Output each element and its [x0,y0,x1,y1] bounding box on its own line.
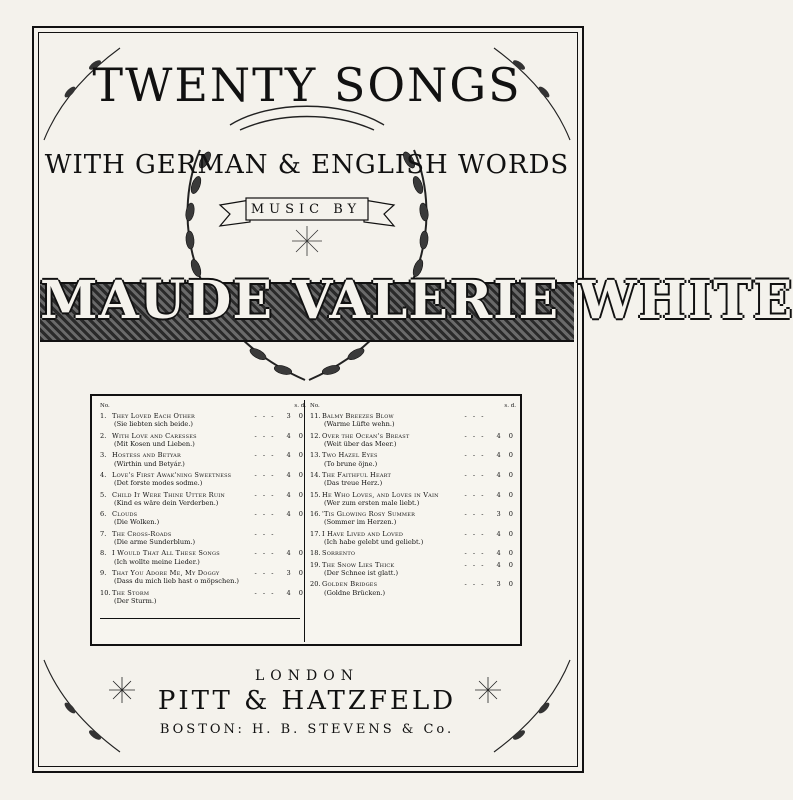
song-german-title: (Der Sturm.) [114,596,157,605]
leader-dots: - - - [464,412,486,421]
music-by-label: MUSIC BY [250,202,362,217]
song-title: I Have Lived and Loved [322,529,404,538]
song-price: 4 0 [286,451,306,460]
song-german-title: (Mit Kosen und Lieben.) [114,440,195,448]
publisher-name: PITT & HATZFELD [157,686,457,716]
song-number: 3. [100,451,107,460]
song-german-title: (Dass du mich lieb hast o möpschen.) [114,577,240,586]
song-title: That You Adore Me, My Doggy [112,568,220,577]
song-title: Balmy Breezes Blow [322,412,394,421]
star-burst-icon [292,226,322,256]
song-german-title: (Ich habe gelebt und geliebt.) [324,537,424,546]
song-price: 4 0 [496,470,516,479]
publisher-agent: BOSTON: H. B. STEVENS & Co. [159,722,455,737]
song-title: Hostess and Betyar [112,451,181,460]
leader-dots: - - - [464,431,486,440]
price-header: s. d. [504,403,516,409]
song-price: 3 0 [286,412,306,421]
song-title: Over the Ocean's Breast [322,431,410,440]
price-header: s. d. [294,403,306,409]
song-title: The Cross-Roads [112,529,172,538]
leader-dots: - - - [464,451,486,460]
song-german-title: (Sommer im Herzen.) [324,518,397,527]
song-price: 4 0 [286,490,306,499]
no-header: No. [310,403,320,409]
song-title: Golden Bridges [322,580,378,589]
page-title: TWENTY SONGS [92,58,522,112]
publisher-city: LONDON [255,668,359,684]
song-number: 15. [310,490,321,499]
song-number: 2. [100,431,107,440]
song-entry [100,412,306,428]
song-number: 11. [310,412,321,421]
song-entry [100,510,306,526]
song-list-table [90,394,522,646]
column-header [100,402,306,410]
song-price: 4 0 [496,529,516,538]
song-entry [100,491,306,507]
song-entry [310,530,516,546]
song-price [284,530,306,538]
no-header: No. [100,403,110,409]
song-title: They Loved Each Other [112,412,195,421]
song-number: 4. [100,470,107,479]
song-title: With Love and Caresses [112,431,197,440]
song-column-right [310,402,516,600]
leader-dots: - - - [254,529,276,538]
page-subtitle: WITH GERMAN & ENGLISH WORDS [44,150,570,180]
song-title: Child It Were Thine Utter Ruin [112,490,225,499]
song-number: 18. [310,549,321,558]
song-number: 17. [310,529,321,538]
song-german-title: (Die arme Sunderblum.) [114,537,196,546]
song-price: 4 0 [286,588,306,597]
song-number: 16. [310,510,321,519]
leader-dots: - - - [254,451,276,460]
leader-dots: - - - [464,470,486,479]
song-entry [310,471,516,487]
leader-dots: - - - [254,588,276,597]
song-entry [100,530,306,546]
song-german-title: (Sie liebten sich beide.) [114,420,193,429]
leader-dots: - - - [464,510,486,519]
song-price: 4 0 [496,431,516,440]
song-german-title: (Warme Lüfte wehn.) [324,420,395,429]
song-price: 4 0 [496,490,516,499]
song-title: Love's First Awak'ning Sweetness [112,470,232,479]
song-number: 13. [310,451,321,460]
song-title: Two Hazel Eyes [322,451,378,460]
leader-dots: - - - [254,510,276,519]
song-number: 9. [100,568,107,577]
song-german-title: (Weit über das Meer.) [324,440,397,448]
song-price: 3 0 [496,510,516,519]
leader-dots: - - - [464,490,486,499]
song-german-title: (Det forste modes sodme.) [114,479,203,488]
song-number: 8. [100,549,107,558]
song-number: 7. [100,529,107,538]
song-title: I Would That All These Songs [112,549,220,558]
song-number: 5. [100,490,107,499]
song-title: The Faithful Heart [322,470,392,479]
song-price [494,412,516,420]
song-entry [310,451,516,467]
song-number: 6. [100,510,107,519]
song-entry [310,580,516,596]
column-header [310,402,516,410]
song-entry [310,510,516,526]
leader-dots: - - - [464,529,486,538]
song-title: 'Tis Glowing Rosy Summer [322,510,416,519]
song-title: The Snow Lies Thick [322,560,395,569]
song-title: The Storm [112,588,150,597]
song-price: 4 0 [286,431,306,440]
song-entry [310,549,516,557]
song-price: 4 0 [496,549,516,558]
leader-dots: - - - [254,490,276,499]
song-title: Clouds [112,510,138,519]
leader-dots: - - - [464,549,486,558]
song-number: 12. [310,431,321,440]
song-entry [310,432,516,448]
song-price: 4 0 [286,510,306,519]
song-number: 1. [100,412,107,421]
song-number: 19. [310,560,321,569]
song-german-title: (Goldne Brücken.) [324,588,386,597]
song-price: 4 0 [286,549,306,558]
song-german-title: (Wer zum ersten male liebt.) [324,498,420,507]
song-price: 3 0 [496,580,516,589]
song-entry [100,451,306,467]
leader-dots: - - - [464,560,486,569]
song-entry [100,589,306,605]
song-price: 4 0 [496,451,516,460]
song-entry [100,569,306,585]
song-german-title: (Ich wollte meine Lieder.) [114,557,200,566]
song-entry [100,549,306,565]
song-number: 10. [100,588,111,597]
song-entry [310,561,516,577]
row-divider [100,618,300,619]
song-german-title: (Die Wolken.) [114,518,160,527]
leader-dots: - - - [464,580,486,589]
song-price: 4 0 [286,470,306,479]
song-german-title: (To brune öjne.) [324,459,378,468]
song-entry [310,491,516,507]
song-title: He Who Loves, and Loves in Vain [322,490,439,499]
song-price: 4 0 [496,560,516,569]
leader-dots: - - - [254,412,276,421]
song-entry [100,471,306,487]
leader-dots: - - - [254,549,276,558]
song-number: 14. [310,470,321,479]
song-title: Sorrento [322,549,356,558]
song-column-left [100,402,306,608]
song-number: 20. [310,580,321,589]
song-entry [310,412,516,428]
song-german-title: (Kind es wäre dein Verderben.) [114,498,219,507]
song-german-title: (Das treue Herz.) [324,479,383,488]
song-german-title: (Wirthin und Betyár.) [114,459,185,468]
song-entry [100,432,306,448]
song-price: 3 0 [286,568,306,577]
leader-dots: - - - [254,470,276,479]
leader-dots: - - - [254,431,276,440]
song-german-title: (Der Schnee ist glatt.) [324,568,399,577]
leader-dots: - - - [254,568,276,577]
composer-name: MAUDE VALERIE WHITE [40,270,793,331]
